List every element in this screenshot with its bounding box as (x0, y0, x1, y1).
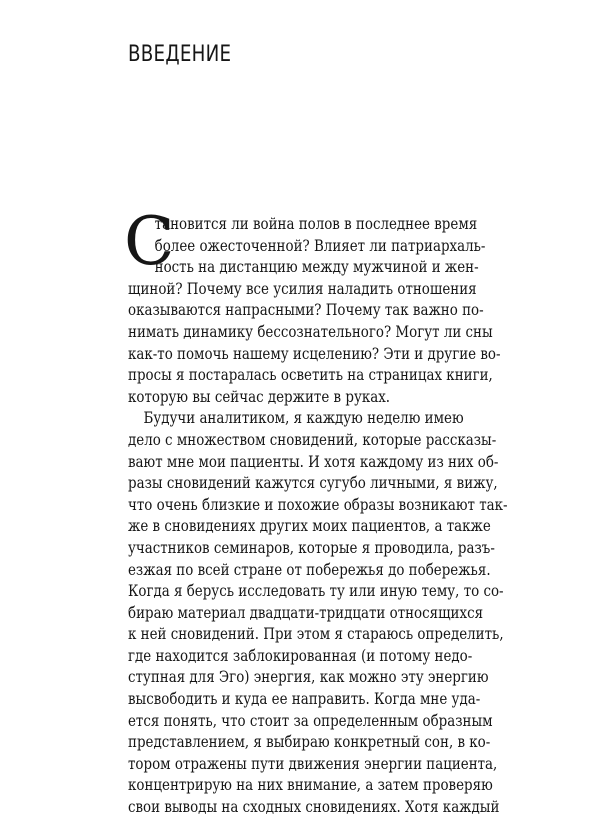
text-line: ется понять, что стоит за определенным образным (128, 711, 493, 730)
text-line: концентрирую на них внимание, а затем проверяю (128, 776, 493, 795)
text-line: участников семинаров, которые я проводила, разъ- (128, 538, 495, 557)
paragraph-2 (128, 408, 508, 818)
drop-cap: С (124, 203, 175, 280)
text-line: высвободить и куда ее направить. Когда мне уда- (128, 690, 481, 709)
text-line: более ожесточенной? Влияет ли патриархаль- (154, 236, 486, 255)
text-line: к ней сновидений. При этом я стараюсь определить, (128, 625, 504, 644)
text-line: тором отражены пути движения энергии пациента, (128, 754, 498, 773)
text-line: езжая по всей стране от побережья до побережья. (128, 560, 491, 579)
text-line: ступная для Эго) энергия, как можно эту энергию (128, 668, 489, 687)
text-line: представлением, я выбираю конкретный сон, в ко- (128, 733, 491, 752)
paragraph-1 (128, 214, 501, 408)
text-line: тановится ли война полов в последнее время (154, 215, 478, 233)
chapter-title: ВВЕДЕНИЕ (128, 42, 232, 67)
text-line: нимать динамику бессознательного? Могут ли сны (128, 322, 493, 341)
text-line: Когда я берусь исследовать ту или иную тему, то со- (128, 582, 504, 601)
text-line: Будучи аналитиком, я каждую неделю имею (143, 409, 464, 428)
text-line: что очень близкие и похожие образы возникают так- (128, 495, 508, 514)
text-line: же в сновидениях других моих пациентов, а также (128, 517, 491, 536)
text-line: свои выводы на сходных сновидениях. Хотя каждый (128, 798, 500, 817)
text-line: где находится заблокированная (и потому недо- (128, 646, 473, 665)
text-line: как-то помочь нашему исцелению? Эти и другие во- (128, 344, 501, 363)
text-line: дело с множеством сновидений, которые рассказы- (128, 430, 497, 449)
text-line: бираю материал двадцати-тридцати относящихся (128, 603, 484, 622)
text-line: щиной? Почему все усилия наладить отношения (128, 279, 477, 298)
body-text (124, 203, 508, 819)
text-line: просы я постаралась осветить на страницах книги, (128, 366, 493, 385)
text-line: вают мне мои пациенты. И хотя каждому из них об- (128, 452, 499, 471)
text-line: ность на дистанцию между мужчиной и жен- (154, 258, 479, 277)
text-line: которую вы сейчас держите в руках. (128, 387, 391, 406)
text-line: разы сновидений кажутся сугубо личными, я вижу, (128, 474, 498, 493)
text-line: оказываются напрасными? Почему так важно по- (128, 301, 484, 320)
